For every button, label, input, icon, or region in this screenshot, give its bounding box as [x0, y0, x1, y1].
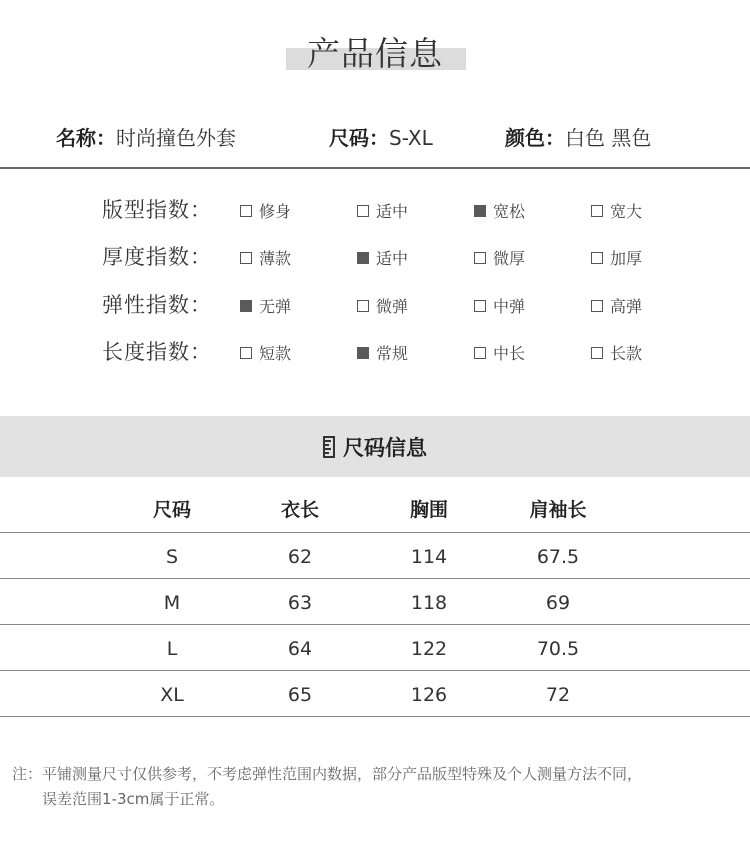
index-option [474, 341, 525, 364]
page-title: 产品信息 [307, 34, 443, 73]
info-color [505, 122, 651, 151]
section-title-text: 尺码信息 [343, 436, 427, 460]
table-cell: L [166, 638, 178, 660]
table-divider [0, 716, 750, 717]
table-cell: 72 [545, 684, 571, 706]
table-cell: 64 [287, 638, 313, 660]
checkbox-icon [357, 300, 369, 312]
info-name-value: 时尚撞色外套 [116, 126, 236, 150]
index-option [474, 246, 525, 269]
checkbox-checked-icon [357, 347, 369, 359]
index-label: 弹性指数： [102, 293, 212, 317]
index-label: 版型指数： [102, 198, 212, 222]
ruler-icon [323, 436, 335, 458]
table-divider [0, 578, 750, 579]
table-divider [0, 670, 750, 671]
table-cell: 114 [410, 546, 448, 568]
table-cell: 63 [287, 592, 313, 614]
product-info-row [0, 122, 750, 148]
table-cell: 62 [287, 546, 313, 568]
table-cell: XL [160, 684, 184, 706]
checkbox-checked-icon [240, 300, 252, 312]
option-label: 适中 [376, 202, 409, 221]
index-row-elasticity [0, 289, 750, 319]
option-label: 短款 [259, 344, 292, 363]
index-row-fit [0, 194, 750, 224]
index-option [591, 341, 642, 364]
column-header: 肩袖长 [529, 499, 587, 521]
option-label: 加厚 [610, 249, 643, 268]
index-option [240, 246, 291, 269]
option-label: 适中 [376, 249, 409, 268]
size-section-header [0, 416, 750, 477]
index-option [591, 294, 642, 317]
index-option [357, 246, 408, 269]
section-title [0, 432, 750, 462]
table-cell: 69 [545, 592, 571, 614]
index-option [357, 199, 408, 222]
checkbox-icon [591, 205, 603, 217]
option-label: 中弹 [493, 297, 526, 316]
table-cell: 122 [410, 638, 448, 660]
checkbox-icon [591, 252, 603, 264]
info-name-key: 名称： [56, 126, 116, 150]
table-cell: 67.5 [536, 546, 580, 568]
table-row [0, 580, 750, 626]
option-label: 微厚 [493, 249, 526, 268]
column-header: 尺码 [152, 499, 191, 521]
checkbox-icon [591, 347, 603, 359]
info-color-value: 白色 黑色 [565, 126, 652, 150]
option-label: 修身 [259, 202, 292, 221]
checkbox-icon [591, 300, 603, 312]
column-header: 胸围 [409, 499, 448, 521]
checkbox-checked-icon [474, 205, 486, 217]
table-cell: 118 [410, 592, 448, 614]
table-row [0, 534, 750, 580]
index-label: 厚度指数： [102, 245, 212, 269]
table-cell: 65 [287, 684, 313, 706]
option-label: 高弹 [610, 297, 643, 316]
index-option [357, 294, 408, 317]
index-option [240, 294, 291, 317]
table-cell: S [165, 546, 179, 568]
option-label: 无弹 [259, 297, 292, 316]
index-option [240, 199, 291, 222]
index-row-thickness [0, 241, 750, 271]
column-header: 衣长 [280, 499, 319, 521]
checkbox-icon [357, 205, 369, 217]
info-size-value: S-XL [389, 126, 433, 150]
index-option [240, 341, 291, 364]
index-option [474, 199, 525, 222]
table-row [0, 672, 750, 718]
option-label: 宽松 [493, 202, 526, 221]
index-label: 长度指数： [102, 340, 212, 364]
note-line-2: 误差范围1-3cm属于正常。 [42, 790, 225, 808]
option-label: 中长 [493, 344, 526, 363]
note-line-1: 注：平铺测量尺寸仅供参考，不考虑弹性范围内数据，部分产品版型特殊及个人测量方法不同， [12, 765, 643, 783]
table-row [0, 626, 750, 672]
info-size-key: 尺码： [329, 126, 389, 150]
checkbox-icon [474, 300, 486, 312]
checkbox-icon [240, 347, 252, 359]
info-name [56, 122, 236, 151]
info-size [329, 122, 433, 151]
measurement-note [12, 762, 742, 812]
table-cell: M [163, 592, 181, 614]
option-label: 宽大 [610, 202, 643, 221]
table-divider [0, 624, 750, 625]
checkbox-icon [474, 252, 486, 264]
checkbox-checked-icon [357, 252, 369, 264]
table-header [0, 487, 750, 533]
index-option [591, 246, 642, 269]
index-option [591, 199, 642, 222]
info-color-key: 颜色： [505, 126, 565, 150]
index-option [357, 341, 408, 364]
index-option [474, 294, 525, 317]
option-label: 微弹 [376, 297, 409, 316]
checkbox-icon [474, 347, 486, 359]
index-row-length [0, 336, 750, 366]
checkbox-icon [240, 252, 252, 264]
table-divider [0, 532, 750, 533]
option-label: 薄款 [259, 249, 292, 268]
checkbox-icon [240, 205, 252, 217]
option-label: 长款 [610, 344, 643, 363]
table-cell: 70.5 [536, 638, 580, 660]
option-label: 常规 [376, 344, 409, 363]
table-cell: 126 [410, 684, 448, 706]
divider [0, 167, 750, 169]
